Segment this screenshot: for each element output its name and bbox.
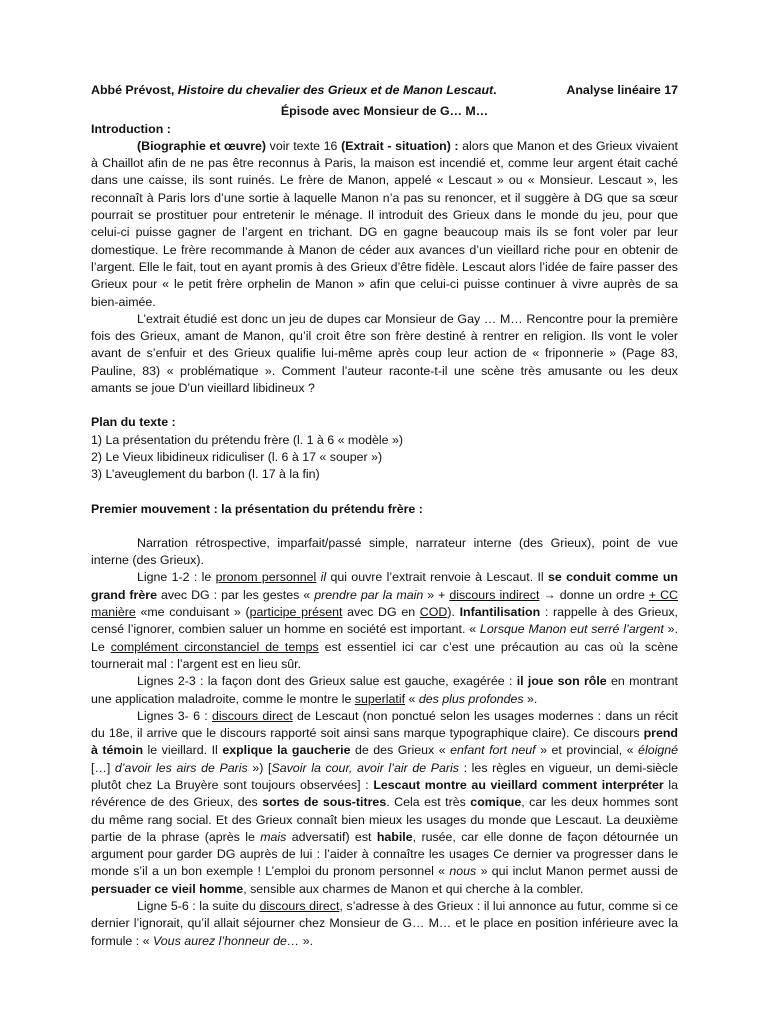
intro-paragraph-1 — [91, 138, 678, 311]
text-run: habile — [376, 829, 413, 844]
spacer — [91, 518, 678, 535]
text-run: comique — [470, 795, 522, 810]
text-run: nous — [449, 864, 477, 879]
text-run: il — [320, 570, 327, 585]
text-run: ). — [447, 605, 460, 620]
text-run: ») [ — [247, 760, 272, 775]
text-run: Ligne 1-2 : le — [137, 570, 216, 585]
text-run: discours direct — [259, 899, 340, 914]
text-run: Narration rétrospective, imparfait/passé simple, narrateur interne (des Grieux), point de vue interne (des Grieux). — [91, 535, 678, 568]
text-run: » + — [423, 587, 450, 602]
text-run: enfant fort neuf — [450, 743, 536, 758]
text-run: Ligne 5-6 : la suite du — [137, 899, 260, 914]
text-run: , rusée, car elle donne de façon détournée un argument pour garder DG auprès de lui : l’aider à connaître les usages Ce dernier va progresser dans le monde s’il a un bon exemple ! L’emploi du pronom personnel « — [91, 829, 678, 879]
plan-item: 1) La présentation du prétendu frère (l. 1 à 6 « modèle ») — [91, 432, 404, 447]
text-run: avec DG : par les gestes « — [156, 587, 315, 602]
text-run: prendre par la main — [314, 587, 424, 602]
text-run: explique la gaucherie — [222, 743, 351, 758]
text-run: discours indirect — [449, 587, 540, 602]
spacer — [91, 397, 678, 414]
text-run: Lignes 3- 6 : — [137, 708, 212, 723]
text-run: Lignes 2-3 : la façon dont des Grieux salue est gauche, exagérée : — [137, 674, 517, 689]
analysis-number: Analyse linéaire 17 — [566, 83, 678, 97]
text-run: avec DG en — [342, 605, 420, 620]
text-run: Vous aurez l’honneur de… — [152, 933, 300, 948]
text-run: discours direct — [211, 708, 293, 723]
text-run: ». Le — [91, 622, 679, 654]
episode-subtitle: Épisode avec Monsieur de G… M… — [280, 104, 489, 119]
text-run: persuader ce vieil homme — [91, 881, 244, 896]
text-run: sortes de sous-titres — [262, 795, 387, 810]
text-run: ». — [299, 933, 314, 948]
text-run: + CC manière — [91, 587, 679, 620]
text-run: de Lescaut (non ponctué selon les usages modernes : dans un récit du 18e, il arrive que le discours rapporté soit ainsi sans marque typographique claire). Ce discours — [91, 708, 678, 741]
text-run: Lorsque Manon eut serré l’argent — [479, 622, 664, 637]
text-run: superlatif — [354, 691, 406, 706]
text-run: « — [405, 691, 419, 706]
text-run: d’avoir les airs de Paris — [114, 760, 248, 775]
text-run: pronom personnel — [215, 570, 317, 585]
text-run: » qui inclut Manon permet aussi de — [476, 864, 678, 879]
text-run: prend à témoin — [91, 726, 678, 758]
header-dot: . — [493, 83, 497, 97]
plan-heading: Plan du texte : — [91, 415, 176, 430]
movement-paragraph-1 — [91, 535, 678, 570]
text-run: . Cela est très — [386, 795, 471, 810]
text-run: , s’adresse à des Grieux : il lui annonce au futur, comme si ce dernier l’ignorait, qu’il allait séjourner chez Monsieur de G… M… et le place en position inférieure avec la formule : « — [91, 899, 678, 948]
text-run: Savoir la cour, avoir l’air de Paris — [271, 760, 459, 775]
text-run: il joue son rôle — [516, 674, 607, 689]
text-run: : les règles en vigueur, un demi-siècle plutôt chez La Bruyère sont toujours observées] : — [91, 760, 679, 792]
text-run: (Biographie et œuvre) — [137, 138, 267, 153]
text-run: en montrant une application maladroite, comme le montre le — [91, 674, 678, 706]
work-title: Histoire du chevalier des Grieux et de Manon Lescaut — [177, 83, 494, 97]
text-run: qui ouvre l’extrait renvoie à Lescaut. Il — [326, 570, 548, 585]
text-run: L’extrait étudié est donc un jeu de dupes car Monsieur de Gay … M… Rencontre pour la première fois des Grieux, amant de Manon, qu’il croit être son frère destiné à rentrer en religion. Ils vont le voler avant de s’enfuir et des Grieux qualifie lui-même après coup leur action de « friponnerie » (Page 83, Pauline, 83) « problématique ». Comment l’auteur raconte-t-il une scène très amusante ou les deux amants se joue D’un vieillard libidineux ? — [91, 311, 678, 396]
text-run: ». — [523, 691, 538, 706]
text-run: , sensible aux charmes de Manon et qui cherche à la combler. — [243, 881, 584, 896]
text-run: mais — [260, 829, 287, 844]
text-run: voir texte 16 — [266, 138, 342, 153]
text-run: est essentiel ici car c’est une précaution au cas où la scène tournerait mal : l’argent est en lieu sûr. — [91, 639, 678, 671]
text-run: » et provincial, « — [535, 743, 639, 758]
text-run: se conduit comme un grand frère — [91, 570, 678, 602]
text-run: adversatif) est — [286, 829, 377, 844]
plan-item: 2) Le Vieux libidineux ridiculiser (l. 6 à 17 « souper ») — [91, 449, 383, 464]
text-run: Lescaut montre au vieillard comment interpréter — [373, 777, 664, 792]
text-run: alors que Manon et des Grieux vivaient à Chaillot afin de ne pas être reconnus à Paris, la maison est incendié et, comme leur argent était caché dans une caisse, ils sont ruinés. Le frère de Manon, appelé « Lescaut » ou « Monsieur. Lescaut », les reconnaît à Paris lors d’une sortie à laquelle Manon n’a pas su renoncer, et il suggère à DG que sa sœur pourrait se prostituer pour entretenir le ménage. Il introduit des Grieux dans le monde du jeu, pour que celui-ci puisse gagner de l’argent en trichant. DG en gagne beaucoup mais ils se font voler par leur domestique. Le frère recommande à Manon de céder aux avances d’un vieillard riche pour en obtenir de l’argent. Elle le fait, tout en ayant promis à des Grieux d’être fidèle. Lescaut alors l’idée de faire passer des Grieux pour « le petit frère orphelin de Manon » afin que celui-ci puisse continuer à vivre auprès de sa bien-aimée. — [91, 138, 678, 309]
movement-paragraph-5 — [91, 898, 678, 950]
header-title — [91, 82, 497, 99]
text-run: la révérence de des Grieux, des — [91, 777, 678, 810]
text-run: le vieillard. Il — [143, 743, 223, 758]
text-run: , car les deux hommes sont du même rang social. Et des Grieux connaît bien mieux les usages du monde que Lescaut. La deuxième partie de la phrase (après le — [91, 795, 678, 844]
text-run: → donne un ordre — [539, 587, 649, 602]
text-run: (Extrait - situation) : — [341, 138, 459, 153]
text-run: des plus profondes — [418, 691, 524, 706]
spacer — [91, 484, 678, 501]
text-run: : rappelle à des Grieux, censé l’ignorer, combien saluer un homme en société est important. « — [91, 605, 678, 637]
document-page — [91, 82, 678, 950]
movement-paragraph-4 — [91, 708, 678, 898]
text-run: participe présent — [249, 605, 343, 620]
text-run: […] — [91, 760, 115, 775]
text-run: complément circonstanciel de temps — [110, 639, 319, 654]
text-run: «me conduisant » ( — [135, 605, 250, 620]
text-run: éloigné — [638, 743, 679, 758]
text-run: COD — [419, 605, 448, 620]
text-run: Infantilisation — [459, 605, 541, 620]
movement-paragraph-2 — [91, 569, 678, 673]
author-name: Abbé Prévost, — [91, 83, 178, 97]
movement-paragraph-3 — [91, 673, 678, 708]
header-line — [91, 82, 678, 99]
intro-heading: Introduction : — [91, 121, 171, 136]
text-run: de des Grieux « — [350, 743, 451, 758]
plan-item: 3) L’aveuglement du barbon (l. 17 à la fin) — [91, 467, 320, 482]
plan-list — [91, 432, 678, 484]
movement-heading: Premier mouvement : la présentation du prétendu frère : — [91, 501, 423, 516]
intro-paragraph-2 — [91, 311, 678, 397]
